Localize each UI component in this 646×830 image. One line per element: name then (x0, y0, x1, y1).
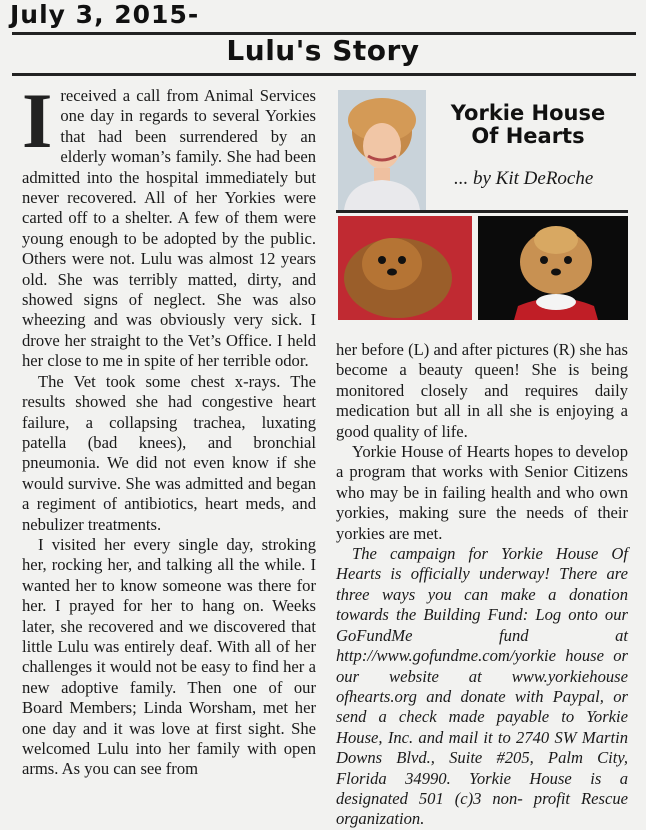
byline: ... by Kit DeRoche (454, 168, 594, 189)
header-rule-bottom (12, 73, 636, 76)
paragraph-program: Yorkie House of Hearts hopes to develop a program that works with Senior Citizens who may be in failing health and who own yorkies, making sure the needs of their yorkies are met. (336, 442, 628, 543)
issue-date: July 3, 2015- (10, 0, 200, 29)
paragraph-campaign: The campaign for Yorkie House Of Hearts is officially underway! There are three ways you can make a donation towards the Building Fund: Log onto our GoFundMe fund at http://www.gofundme.com/yorkie house or our website at www.yorkiehouse ofhearts.org and donate with Paypal, or send a check made payable to Yorkie House, Inc. and mail it to 2740 SW Martin Downs Blvd., Suite #205, Palm City, Florida 34990. Yorkie House is a designated 501 (c)3 non- profit Rescue organization. (336, 544, 628, 829)
lulu-after-photo (478, 216, 628, 320)
lulu-before-photo (338, 216, 472, 320)
author-portrait-drawing (338, 90, 426, 210)
column-title-line-1: Yorkie House (450, 101, 606, 125)
column-title-line-2: Of Hearts (471, 124, 585, 148)
article-right-column (336, 340, 628, 830)
after-photo-drawing (478, 216, 628, 320)
paragraph-recovery: I visited her every single day, stroking her, rocking her, and talking all the while. I wanted her to know someone was there for her. I prayed for her to hang on. Weeks later, she recovered and we discovered that little Lulu was entirely deaf. With all of her challenges it would not be easy to find her a new adoptive family. Then one of our Board Members; Linda Worsham, met her one day and it was love at first sight. She welcomed Lulu into her family with open arms. As you can see from (22, 534, 316, 779)
paragraph-vet: The Vet took some chest x-rays. The results showed she had congestive heart failure, a collapsing trachea, luxating patella (bad knees), and bronchial pneumonia. We did not even know if she would survive. She was admitted and began a regiment of antibiotics, heart meds, and nebulizer treatments. (22, 371, 316, 534)
column-rule (336, 210, 628, 213)
article-title: Lulu's Story (226, 34, 420, 67)
paragraph-intro: received a call from Animal Services one day in regards to several Yorkies that had been surrendered by an elderly woman’s family. She had been admitted into the hospital immediately but never recovered. All of her Yorkies were carted off to a shelter. A few of them were young enough to be adopted by the public. Others were not. Lulu was almost 12 years old. She was terribly matted, dirty, and showed signs of neglect. She was also wheezing and was obviously very sick. I drove her straight to the Vet’s Office. I held her close to me in spite of her terrible odor. (22, 86, 316, 371)
author-portrait (338, 90, 426, 210)
drop-cap: I (22, 77, 53, 164)
article-left-column (22, 77, 316, 780)
before-photo-drawing (338, 216, 472, 320)
paragraph-pictures: her before (L) and after pictures (R) she has become a beauty queen! She is being monitored closely and requires daily medication but all in all she is enjoying a good quality of life. (336, 340, 628, 441)
column-title (428, 102, 628, 148)
column-header (336, 88, 628, 212)
